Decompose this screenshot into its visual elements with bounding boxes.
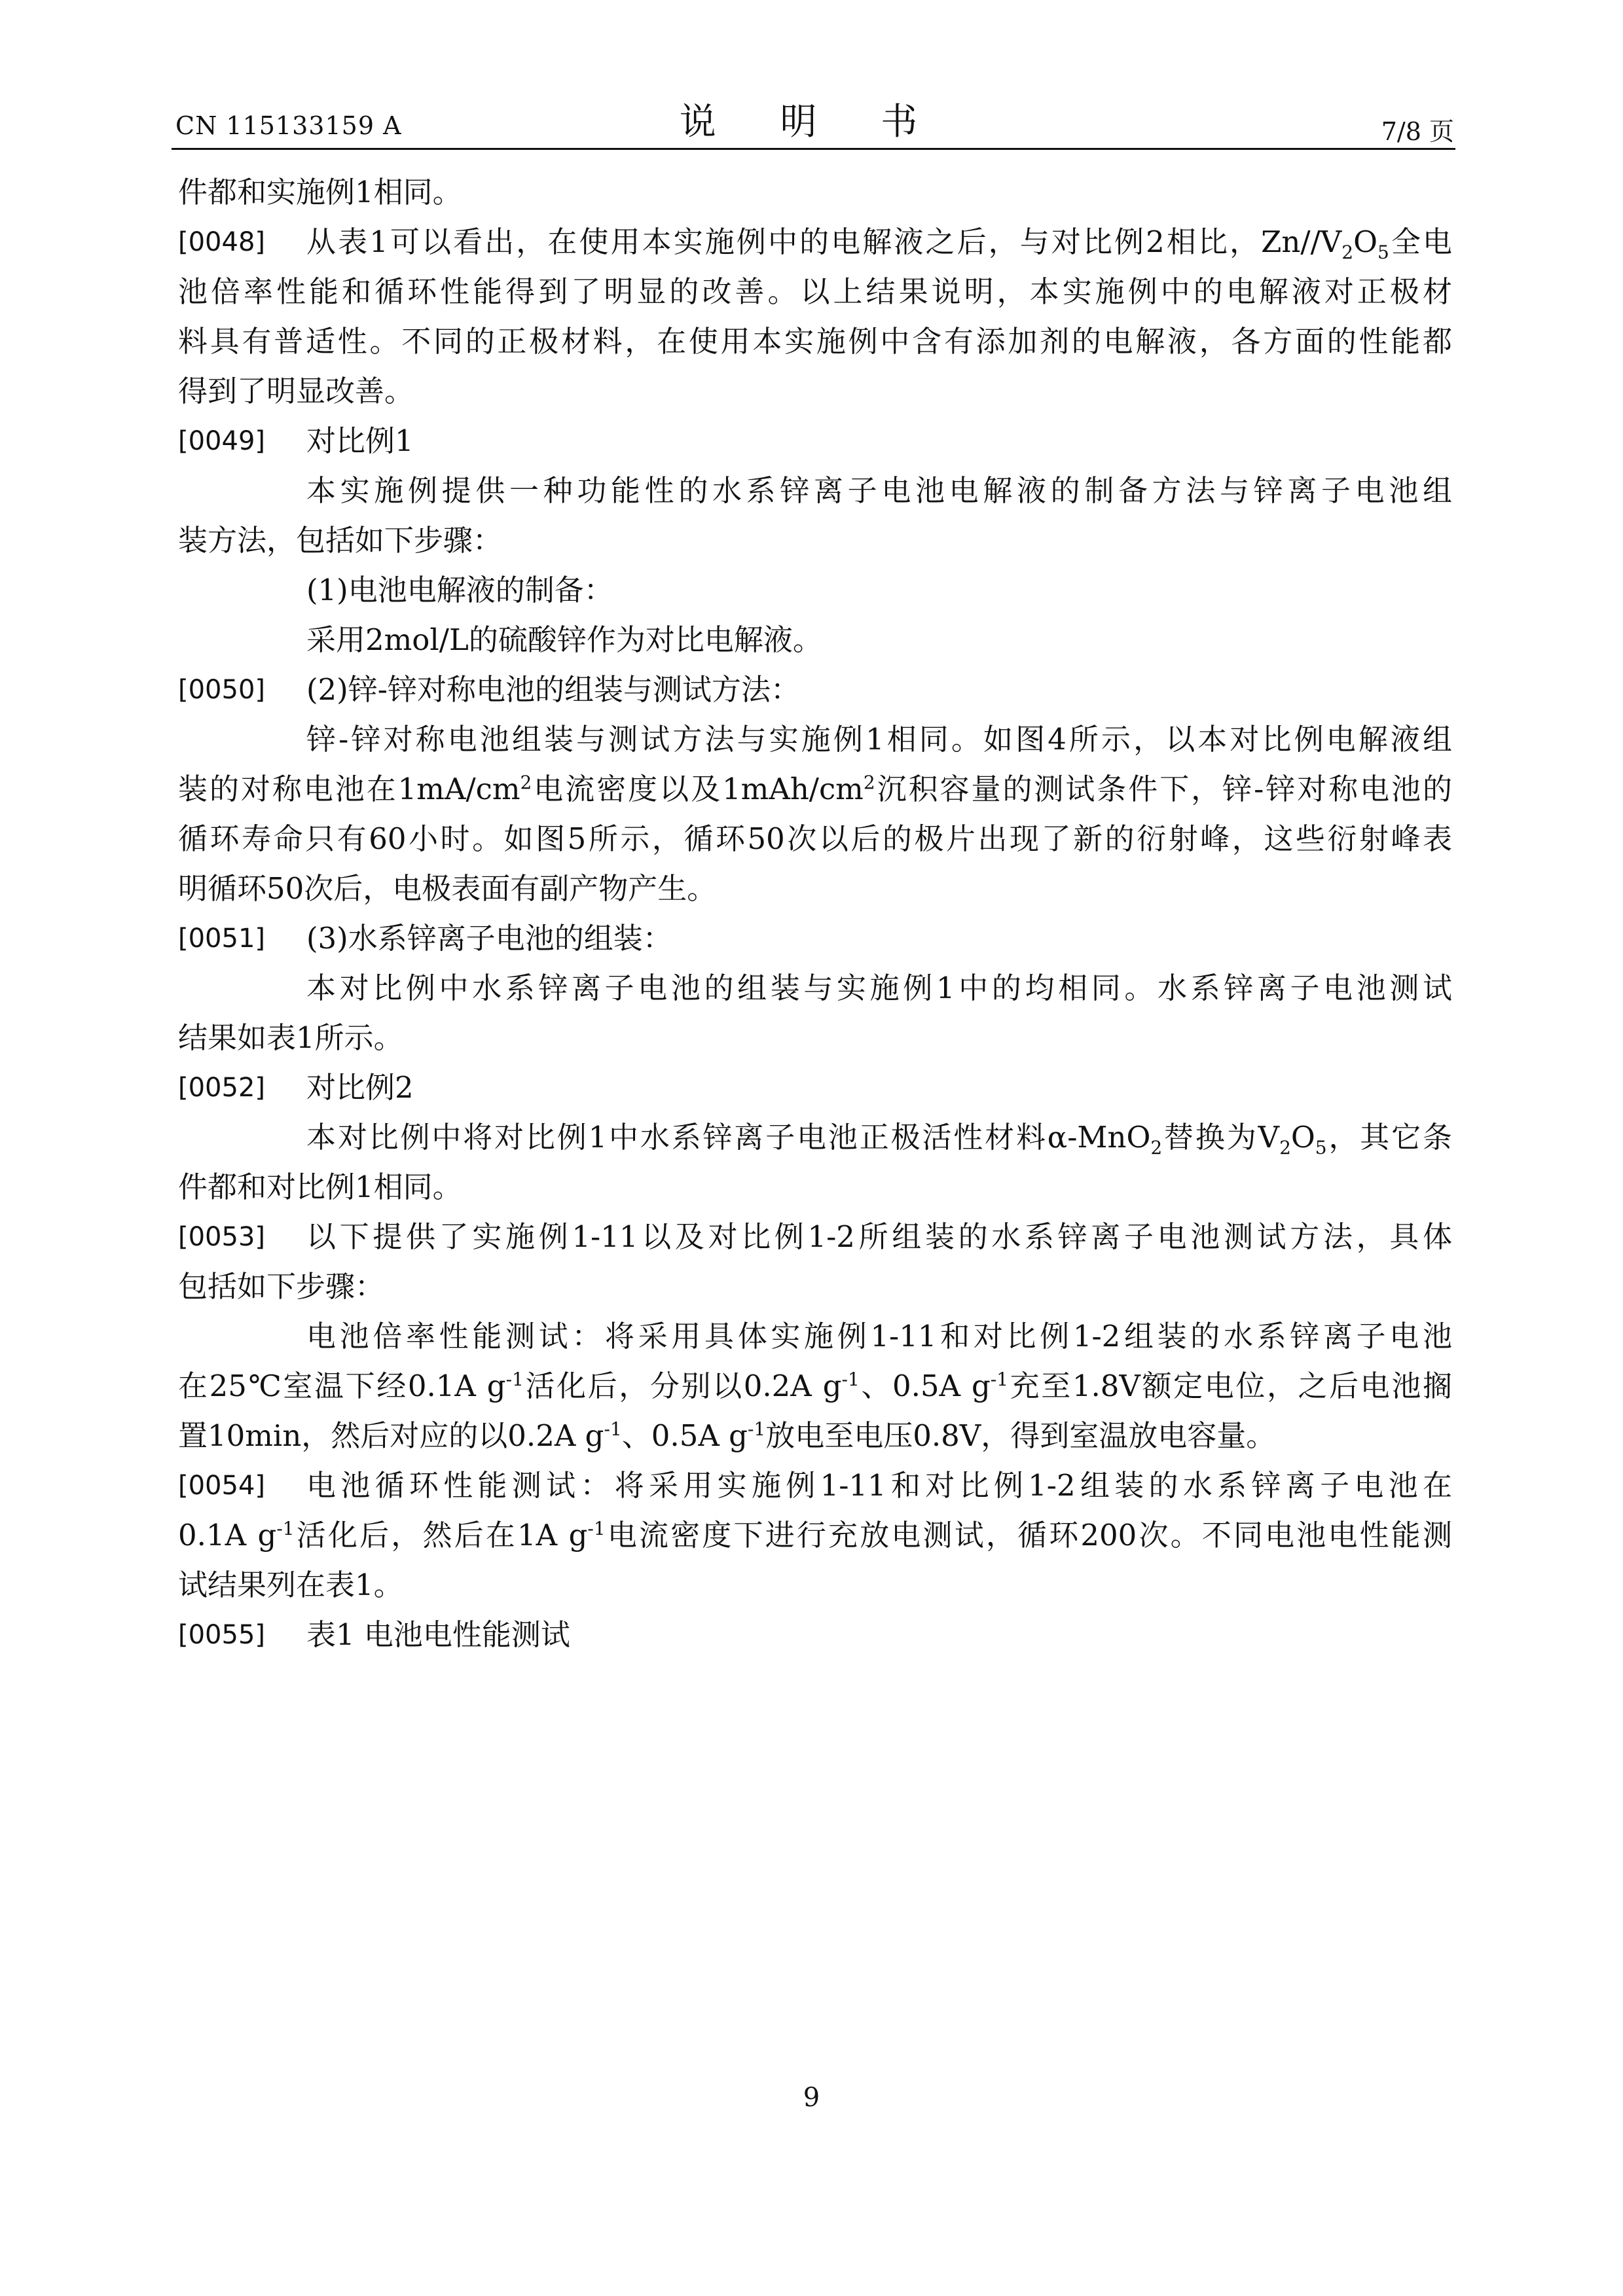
section-heading: (2)锌-锌对称电池的组装与测试方法： xyxy=(306,672,800,707)
patent-number: CN 115133159 A xyxy=(175,111,402,140)
text-line: (1)电池电解液的制备： xyxy=(306,573,613,607)
paragraph-0055 xyxy=(178,1610,1452,1660)
section-heading: 对比例2 xyxy=(306,1070,414,1105)
section-heading: (3)水系锌离子电池的组装： xyxy=(306,921,672,956)
text-line: 本对比例中水系锌离子电池的组装与实施例1中的均相同。水系锌离子电池测试 xyxy=(306,971,1452,1005)
document-body xyxy=(178,168,1452,1660)
paragraph-0051 xyxy=(178,914,1452,963)
paragraph-number: [0054] xyxy=(178,1471,266,1501)
text-line: 循环寿命只有60小时。如图5所示，循环50次以后的极片出现了新的衍射峰，这些衍射峰表 xyxy=(178,821,1452,856)
paragraph-number: [0052] xyxy=(178,1073,266,1103)
paragraph-number: [0053] xyxy=(178,1222,266,1252)
paragraph-number: [0048] xyxy=(178,227,266,257)
paragraph-0054 xyxy=(178,1461,1452,1511)
text-line: 锌-锌对称电池组装与测试方法与实施例1相同。如图4所示，以本对比例电解液组 xyxy=(306,722,1452,757)
header-divider xyxy=(172,148,1455,150)
text-line: 试结果列在表1。 xyxy=(178,1568,403,1602)
text-line: 明循环50次后，电极表面有副产物产生。 xyxy=(178,871,717,906)
section-heading: 对比例1 xyxy=(306,423,414,458)
text-line: 在25℃室温下经0.1A $g^{-1}$活化后，分别以0.2A $g^{-1}$、0.5A $g^{-1}$充至1.8V额定电位，之后电池搁 xyxy=(178,1369,1452,1403)
paragraph-0048 xyxy=(178,217,1452,267)
page-number: 9 xyxy=(803,2083,820,2113)
text-line: 电池循环性能测试：将采用实施例1-11和对比例1-2组装的水系锌离子电池在 xyxy=(306,1468,1452,1503)
text-line: 电池倍率性能测试：将采用具体实施例1-11和对比例1-2组装的水系锌离子电池 xyxy=(306,1319,1452,1354)
table-caption: 表1 电池电性能测试 xyxy=(306,1617,570,1652)
paragraph-number: [0055] xyxy=(178,1620,266,1650)
text-line: 本对比例中将对比例1中水系锌离子电池正极活性材料α-MnO$_2$替换为$V_2O_5$，其它条 xyxy=(306,1120,1452,1158)
text-line: 结果如表1所示。 xyxy=(178,1020,403,1055)
text-line: 料具有普适性。不同的正极材料，在使用本实施例中含有添加剂的电解液，各方面的性能都 xyxy=(178,324,1452,359)
paragraph-0050 xyxy=(178,665,1452,715)
paragraph-number: [0050] xyxy=(178,675,266,705)
text-line: 0.1A $g^{-1}$活化后，然后在1A $g^{-1}$电流密度下进行充放电测试，循环200次。不同电池电性能测 xyxy=(178,1518,1452,1552)
paragraph-0049 xyxy=(178,416,1452,466)
page-indicator: 7/8 页 xyxy=(1381,117,1454,146)
text-line: 件都和对比例1相同。 xyxy=(178,1170,462,1204)
paragraph-0053 xyxy=(178,1212,1452,1262)
paragraph-number: [0051] xyxy=(178,924,266,954)
text-line: 装的对称电池在$1mA/cm^2$电流密度以及$1mAh/cm^2$沉积容量的测试条件下，锌-锌对称电池的 xyxy=(178,772,1452,806)
text-line: 包括如下步骤： xyxy=(178,1269,385,1304)
text-line: 置10min，然后对应的以0.2A $g^{-1}$、0.5A $g^{-1}$放电至电压0.8V，得到室温放电容量。 xyxy=(178,1418,1276,1453)
text-line: 件都和实施例1相同。 xyxy=(178,175,462,209)
page-title: 说 明 书 xyxy=(679,101,944,143)
text-line: 从表1可以看出，在使用本实施例中的电解液之后，与对比例2相比，$Zn//V_2O_5$全电 xyxy=(306,224,1452,263)
paragraph-0052 xyxy=(178,1063,1452,1113)
paragraph-0047-tail xyxy=(178,168,1452,217)
text-line: 池倍率性能和循环性能得到了明显的改善。以上结果说明，本实施例中的电解液对正极材 xyxy=(178,274,1452,309)
text-line: 以下提供了实施例1-11以及对比例1-2所组装的水系锌离子电池测试方法，具体 xyxy=(306,1219,1452,1254)
paragraph-number: [0049] xyxy=(178,426,266,456)
text-line: 得到了明显改善。 xyxy=(178,374,414,408)
text-line: 采用2mol/L的硫酸锌作为对比电解液。 xyxy=(306,622,822,657)
text-line: 装方法，包括如下步骤： xyxy=(178,523,503,558)
text-line: 本实施例提供一种功能性的水系锌离子电池电解液的制备方法与锌离子电池组 xyxy=(306,473,1452,508)
